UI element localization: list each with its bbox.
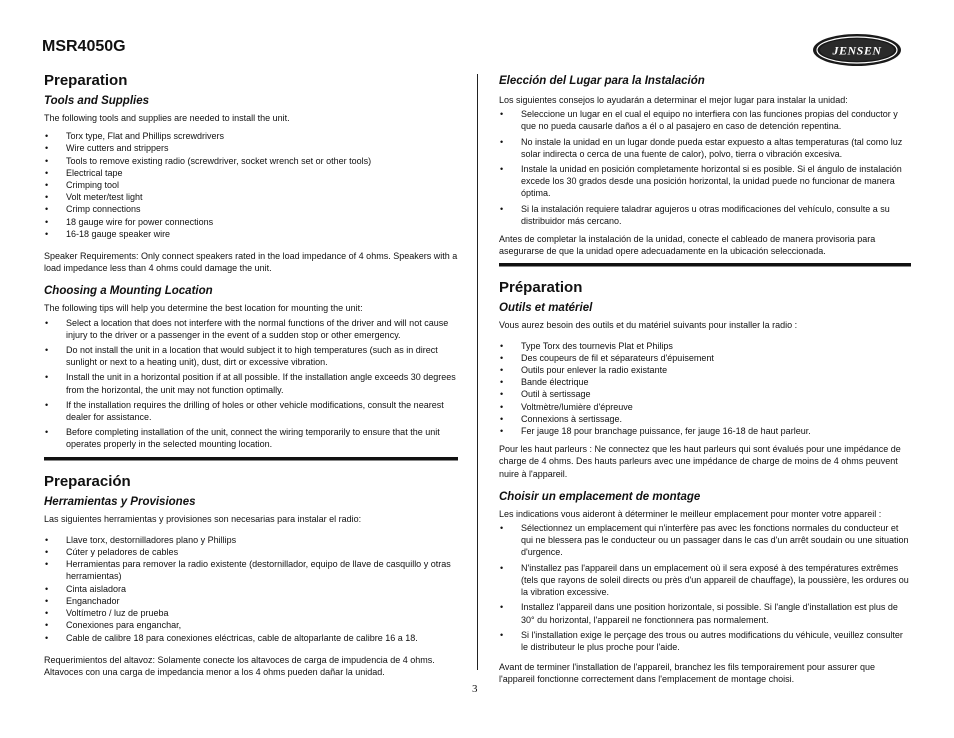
right-column	[499, 74, 911, 692]
model-number: MSR4050G	[42, 38, 126, 55]
eleccion-intro: Los siguientes consejos lo ayudarán a determinar el mejor lugar para instalar la unidad:	[499, 95, 848, 105]
svg-text:JENSEN: JENSEN	[832, 43, 882, 58]
list-item: • Before completing installation of the unit, connect the wiring temporarily to ensure that the unit operates properly in the selected mounting location.	[44, 426, 458, 450]
list-item: • Si l'installation exige le perçage des trous ou autres modifications du véhicule, veuillez consulter le distributeur le plus proche pour l'aide.	[499, 629, 911, 653]
list-item: • 16-18 gauge speaker wire	[44, 228, 458, 240]
list-item: • Outil à sertissage	[499, 388, 911, 400]
list-item: • Sélectionnez un emplacement qui n'interfère pas avec les fonctions normales du conducteur et qui ne blessera pas le conducteur ou un passager dans le cas d'un arrêt soudain ou une situation d'urgence.	[499, 522, 911, 559]
left-column	[44, 72, 458, 684]
list-item: • Connexions à sertissage.	[499, 413, 911, 425]
jensen-logo	[812, 33, 902, 67]
section-divider	[499, 263, 911, 267]
list-item: • Cable de calibre 18 para conexiones eléctricas, cable de altoparlante de calibre 16 a 18.	[44, 632, 458, 644]
eleccion-tips-list	[499, 108, 911, 227]
page-number: 3	[472, 683, 478, 695]
list-item: • Volt meter/test light	[44, 191, 458, 203]
herramientas-intro: Las siguientes herramientas y provisiones son necesarias para instalar el radio:	[44, 513, 362, 524]
list-item: • If the installation requires the drilling of holes or other vehicle modifications, consult the nearest dealer for assistance.	[44, 399, 458, 423]
heading-preparation-fr: Préparation	[499, 279, 583, 297]
section-preparation-es	[44, 473, 458, 678]
list-item: • Install the unit in a horizontal position if at all possible. If the installation angle exceeds 30 degrees from the horizontal, the unit may not function optimally.	[44, 371, 458, 395]
list-item: • Voltímetro / luz de prueba	[44, 607, 458, 619]
list-item: • Cúter y peladores de cables	[44, 546, 458, 558]
section-preparation-fr	[499, 279, 911, 685]
list-item: • Instale la unidad en posición completamente horizontal si es posible. Si el ángulo de instalación excede los 30 grados desde una posición horizontal, la unidad puede no funcionar de manera óptima.	[499, 163, 911, 200]
section-preparation-en	[44, 72, 458, 451]
subheading-emplacement: Choisir un emplacement de montage	[499, 490, 701, 503]
list-item: • Si la instalación requiere taladrar agujeros u otras modificaciones del vehículo, consulte a su distribuidor más cercano.	[499, 203, 911, 227]
list-item: • Wire cutters and strippers	[44, 142, 458, 154]
column-divider	[477, 74, 478, 670]
list-item: • Electrical tape	[44, 167, 458, 179]
list-item: • Seleccione un lugar en el cual el equipo no interfiera con las funciones propias del conductor y que no pueda causarle daños a él o al pasajero en caso de detención repentina.	[499, 108, 911, 132]
section-eleccion-lugar	[499, 74, 911, 257]
subheading-eleccion-lugar: Elección del Lugar para la Instalación	[499, 75, 705, 87]
list-item: • Llave torx, destornilladores plano y Phillips	[44, 534, 458, 546]
subheading-herramientas: Herramientas y Provisiones	[44, 495, 196, 508]
list-item: • Torx type, Flat and Phillips screwdrivers	[44, 130, 458, 142]
subheading-outils: Outils et matériel	[499, 302, 593, 315]
list-item: • Bande électrique	[499, 376, 911, 388]
subheading-tools: Tools and Supplies	[44, 95, 149, 107]
list-item: • Cinta aisladora	[44, 583, 458, 595]
list-item: • Do not install the unit in a location that would subject it to high temperatures (such as in direct sunlight or next to a heating unit), dust, dirt or excessive vibration.	[44, 344, 458, 368]
tools-list	[44, 130, 458, 240]
location-intro: The following tips will help you determine the best location for mounting the unit:	[44, 303, 363, 314]
emplacement-tips-list	[499, 522, 911, 653]
list-item: • 18 gauge wire for power connections	[44, 216, 458, 228]
list-item: • Conexiones para enganchar,	[44, 619, 458, 631]
list-item: • N'installez pas l'appareil dans un emplacement où il sera exposé à des températures extrêmes (tels que rayons de soleil directs ou près d'un appareil de chauffage), la poussière, les ordures ou la vibration excessive.	[499, 562, 911, 599]
list-item: • Type Torx des tournevis Plat et Philips	[499, 340, 911, 352]
list-item: • Voltmètre/lumière d'épreuve	[499, 401, 911, 413]
list-item: • Installez l'appareil dans une position horizontale, si possible. Si l'angle d'installation est plus de 30° du horizontal, l'appareil ne fonctionnera pas normalement.	[499, 601, 911, 625]
list-item: • No instale la unidad en un lugar donde pueda estar expuesto a altas temperaturas (tal como luz solar indirecta o cerca de una fuente de calor), polvo, tierra o vibración excesiva.	[499, 136, 911, 160]
subheading-mounting-location: Choosing a Mounting Location	[44, 285, 213, 298]
section-divider	[44, 457, 458, 461]
list-item: • Des coupeurs de fil et séparateurs d'épuisement	[499, 352, 911, 364]
list-item: • Tools to remove existing radio (screwdriver, socket wrench set or other tools)	[44, 155, 458, 167]
outils-list	[499, 340, 911, 438]
speaker-requirements: Speaker Requirements: Only connect speakers rated in the load impedance of 4 ohms. Speakers with a load impedance less than 4 ohms could damage the unit.	[44, 251, 458, 274]
list-item: • Crimping tool	[44, 179, 458, 191]
list-item: • Fer jauge 18 pour branchage puissance, fer jauge 16-18 de haut parleur.	[499, 425, 911, 437]
list-item: • Select a location that does not interfere with the normal functions of the driver and will not cause injury to the driver or a passenger in the event of a sudden stop or other emergency.	[44, 317, 458, 341]
tools-intro: The following tools and supplies are needed to install the unit.	[44, 113, 290, 123]
location-tips-list	[44, 317, 458, 451]
requerimientos-altavoz: Requerimientos del altavoz: Solamente conecte los altavoces de carga de impudencia de 4 ohms. Altavoces con una carga de impedancia menor a los 4 ohms pueden dañar la unidad.	[44, 654, 435, 677]
list-item: • Enganchador	[44, 595, 458, 607]
herramientas-list	[44, 534, 458, 644]
emplacement-outro: Avant de terminer l'installation de l'appareil, branchez les fils temporairement pour assurer que l'appareil fonctionne correctement dans l'emplacement de montage choisi.	[499, 662, 875, 685]
list-item: • Herramientas para remover la radio existente (destornillador, equipo de llave de casquillo y otras herramientas)	[44, 558, 458, 582]
eleccion-outro: Antes de completar la instalación de la unidad, conecte el cableado de manera provisoria para asegurarse de que la unidad opere adecuadamente en la ubicación seleccionada.	[499, 234, 876, 257]
list-item: • Crimp connections	[44, 203, 458, 215]
list-item: • Outils pour enlever la radio existante	[499, 364, 911, 376]
emplacement-intro: Les indications vous aideront à déterminer le meilleur emplacement pour monter votre appareil :	[499, 508, 882, 519]
outils-intro: Vous aurez besoin des outils et du matériel suivants pour installer la radio :	[499, 320, 798, 331]
heading-preparation: Preparation	[44, 72, 128, 89]
heading-preparacion: Preparación	[44, 472, 131, 490]
haut-parleurs-requirements: Pour les haut parleurs : Ne connectez que les haut parleurs qui sont évalués pour une impédance de charge de 4 ohms. Des hauts parleurs avec une impédance de charge de moins de 4 ohms peuvent nuire à l'appareil.	[499, 444, 901, 479]
